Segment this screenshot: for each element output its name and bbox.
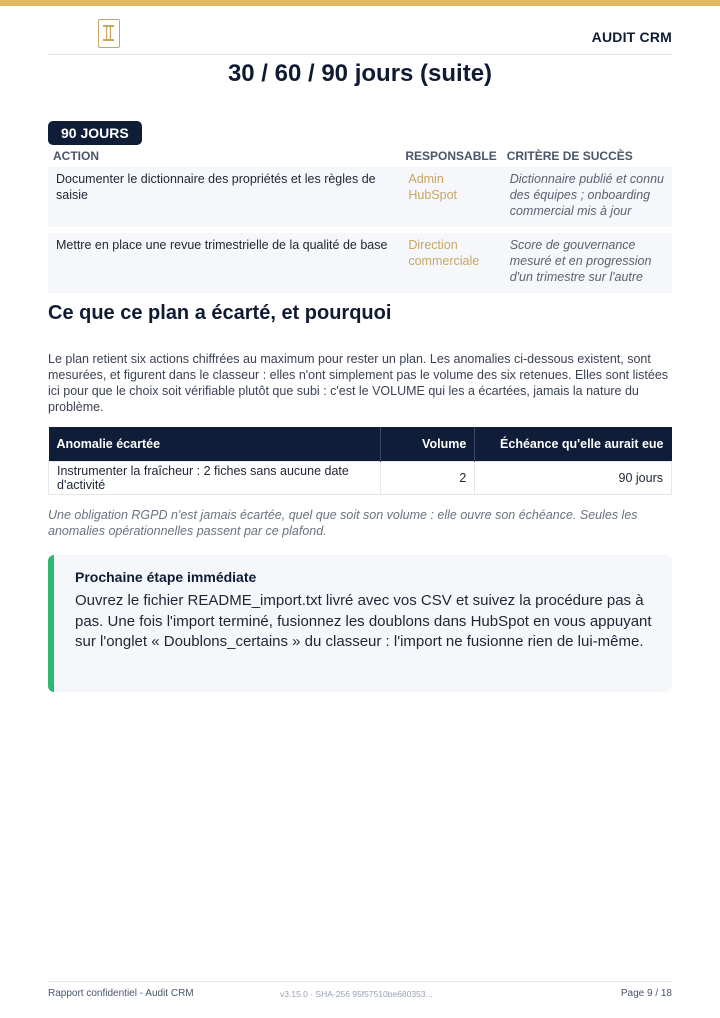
anomalies-table-header bbox=[49, 427, 672, 461]
rgpd-note: Une obligation RGPD n'est jamais écartée, quel que soit son volume : elle ouvre son échéance. Seules les anomalies opérationnelles passent par ce plafond. bbox=[48, 508, 638, 538]
col-header-action: ACTION bbox=[53, 149, 99, 163]
col-header-critere: CRITÈRE DE SUCCÈS bbox=[506, 149, 633, 163]
critere-cell: Score de gouvernance mesuré et en progression d'un trimestre sur l'autre bbox=[502, 233, 672, 293]
section-intro: Le plan retient six actions chiffrées au maximum pour rester un plan. Les anomalies ci-dessous existent, sont mesurées, et figurent dans le classeur : elles n'ont simplement pas le volume des six retenues. Elles sont listées ici pour que le choix soit vérifiable plutôt que subi : c'est le VOLUME qui les a écartées, jamais la nature du problème. bbox=[48, 352, 669, 414]
next-step-callout bbox=[48, 555, 672, 692]
table-row bbox=[49, 461, 672, 494]
action-cell: Mettre en place une revue trimestrielle de la qualité de base bbox=[48, 233, 400, 293]
volume-cell: 2 bbox=[381, 461, 475, 494]
col-header-anomalie: Anomalie écartée bbox=[49, 427, 381, 461]
callout-text: Ouvrez le fichier README_import.txt livré avec vos CSV et suivez la procédure pas à pas. Une fois l'import terminé, fusionnez les doublons dans HubSpot en vous appuyant sur l'onglet « Doublons_certains » du classeur : l'import ne fusionne rien de lui-même. bbox=[75, 592, 652, 650]
footer-confidential: Rapport confidentiel - Audit CRM bbox=[48, 988, 194, 999]
table-row bbox=[48, 167, 672, 227]
responsable-cell: Direction commerciale bbox=[400, 233, 501, 293]
footer-version: v3.15.0 · SHA-256 95f57510be680353... bbox=[280, 989, 433, 999]
anomalie-cell: Instrumenter la fraîcheur : 2 fiches sans aucune date d'activité bbox=[49, 461, 381, 494]
col-header-responsable: RESPONSABLE bbox=[405, 149, 497, 163]
phase-badge: 90 JOURS bbox=[48, 121, 142, 145]
section-title: Ce que ce plan a écarté, et pourquoi bbox=[48, 302, 392, 324]
table-row bbox=[48, 233, 672, 293]
callout-title: Prochaine étape immédiate bbox=[75, 569, 257, 585]
critere-cell: Dictionnaire publié et connu des équipes ; onboarding commercial mis à jour bbox=[502, 167, 672, 227]
page-title: 30 / 60 / 90 jours (suite) bbox=[227, 60, 493, 87]
pillar-logo-icon bbox=[98, 19, 120, 48]
responsable-cell: Admin HubSpot bbox=[400, 167, 501, 227]
col-header-volume: Volume bbox=[381, 427, 475, 461]
col-header-echeance: Échéance qu'elle aurait eue bbox=[475, 427, 672, 461]
action-plan-table bbox=[48, 145, 672, 293]
plan-table-header bbox=[48, 145, 672, 167]
anomalies-table bbox=[48, 427, 672, 495]
header-title: AUDIT CRM bbox=[591, 29, 672, 45]
echeance-cell: 90 jours bbox=[475, 461, 672, 494]
action-cell: Documenter le dictionnaire des propriétés et les règles de saisie bbox=[48, 167, 400, 227]
footer-page-number: Page 9 / 18 bbox=[620, 988, 672, 999]
page-header bbox=[48, 6, 672, 55]
page-footer bbox=[48, 981, 672, 1001]
